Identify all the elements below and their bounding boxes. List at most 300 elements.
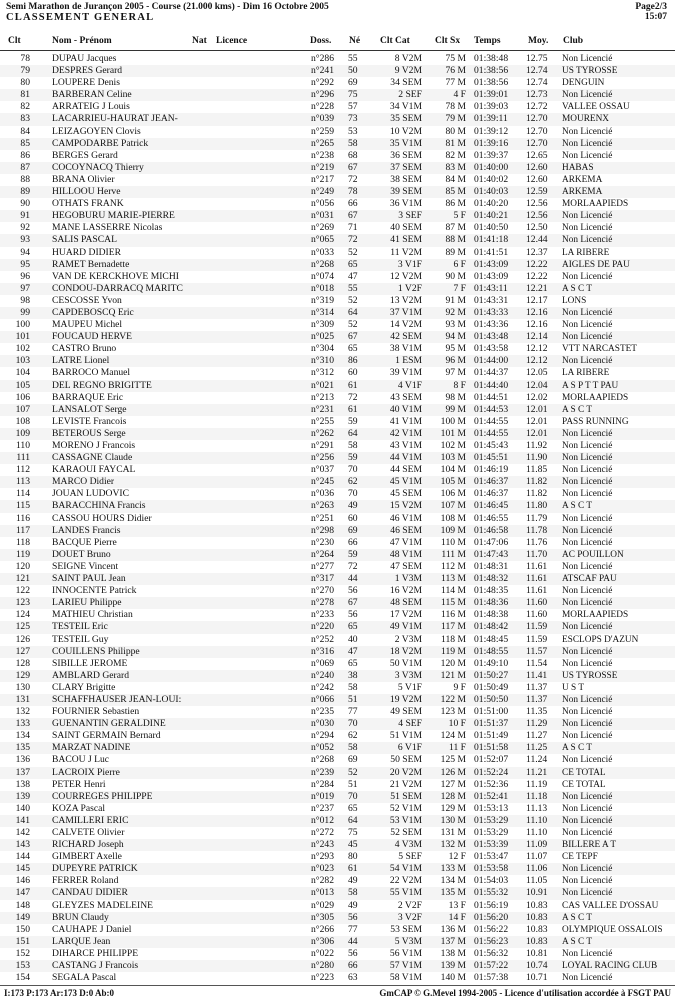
gender-rank: 117 M (441, 621, 466, 633)
category-rank: 5 V3M (394, 935, 422, 947)
table-row (0, 948, 675, 960)
birth-year: 80 (348, 851, 358, 863)
average-speed: 10.83 (526, 935, 548, 947)
runner-name: CALVETE Olivier (52, 827, 125, 838)
birth-year: 71 (348, 222, 358, 234)
bib-number: n°023 (310, 863, 334, 875)
table-row (0, 900, 675, 912)
category-rank: 48 SEM (390, 597, 422, 609)
average-speed: 11.90 (526, 452, 548, 464)
finish-time: 01:48:32 (474, 573, 509, 585)
finish-time: 01:48:55 (474, 645, 509, 657)
runner-name: PETER Henri (52, 778, 106, 790)
finish-time: 01:50:27 (474, 669, 509, 681)
average-speed: 12.73 (526, 89, 548, 101)
category-rank: 12 V2M (389, 270, 422, 282)
category-rank: 36 V1M (389, 198, 422, 210)
category-rank: 43 SEM (390, 391, 422, 403)
average-speed: 11.57 (526, 645, 548, 657)
table-row (0, 476, 675, 488)
table-row (0, 851, 675, 863)
birth-year: 65 (348, 657, 358, 669)
club-name: Non Licencié (562, 948, 613, 959)
club-name: DENGUIN (562, 78, 605, 89)
finish-time: 01:41:51 (474, 246, 509, 258)
runner-name: SAINT PAUL Jean (52, 573, 126, 585)
bib-number: n°065 (310, 234, 334, 246)
table-row (0, 561, 675, 573)
category-rank: 35 V1M (389, 137, 422, 149)
bib-number: n°309 (310, 319, 334, 331)
rank: 115 (15, 500, 30, 512)
gender-rank: 4 F (453, 89, 466, 101)
average-speed: 12.22 (526, 258, 548, 270)
table-row (0, 464, 675, 476)
bib-number: n°280 (310, 960, 334, 972)
category-rank: 5 V1F (397, 681, 422, 693)
table-row (0, 573, 675, 585)
gender-rank: 139 M (440, 960, 466, 972)
rank: 106 (15, 391, 30, 403)
bib-number: n°233 (310, 609, 334, 621)
birth-year: 70 (348, 488, 358, 500)
runner-name: BETEROUS Serge (52, 427, 126, 439)
birth-year: 67 (348, 597, 358, 609)
rank: 84 (20, 125, 30, 137)
gender-rank: 8 F (453, 379, 466, 391)
col-moy: Moy. (528, 36, 549, 46)
category-rank: 38 V1M (389, 343, 422, 355)
bib-number: n°270 (310, 585, 334, 597)
category-rank: 37 V1M (389, 306, 422, 318)
club-name: Non Licencié (562, 513, 613, 524)
birth-year: 58 (348, 681, 358, 693)
finish-time: 01:44:00 (474, 355, 509, 367)
rank: 78 (20, 53, 30, 64)
club-name: LONS (562, 295, 587, 306)
category-rank: 49 V1M (389, 621, 422, 633)
average-speed: 11.61 (526, 573, 548, 585)
club-name: MORLAAPIEDS (562, 199, 629, 210)
runner-name: INNOCENTE Patrick (52, 585, 137, 597)
bib-number: n°319 (310, 294, 334, 306)
table-row (0, 887, 675, 899)
club-name: Non Licencié (562, 731, 613, 742)
rank: 101 (15, 331, 30, 343)
gender-rank: 136 M (440, 923, 466, 935)
rank: 122 (15, 585, 30, 597)
birth-year: 60 (348, 367, 358, 379)
gender-rank: 88 M (445, 234, 466, 246)
category-rank: 55 V1M (389, 887, 422, 899)
birth-year: 62 (348, 476, 358, 488)
table-row (0, 416, 675, 428)
bib-number: n°033 (310, 246, 334, 258)
bib-number: n°314 (310, 306, 334, 318)
rank: 145 (15, 863, 30, 875)
birth-year: 51 (348, 693, 358, 705)
birth-year: 38 (348, 669, 358, 681)
finish-time: 01:39:12 (474, 125, 509, 137)
bib-number: n°269 (310, 222, 334, 234)
average-speed: 11.07 (526, 851, 548, 863)
table-row (0, 972, 675, 984)
average-speed: 11.61 (526, 560, 548, 572)
col-clt-sx: Clt Sx (435, 36, 461, 46)
finish-time: 01:39:11 (474, 113, 508, 125)
event-title: Semi Marathon de Jurançon 2005 - Course (21.000 kms) - Dim 16 Octobre 2005 (6, 2, 329, 12)
col-ne: Né (349, 36, 361, 46)
finish-time: 01:43:31 (474, 294, 509, 306)
average-speed: 11.06 (526, 863, 548, 875)
finish-time: 01:40:20 (474, 198, 509, 210)
table-row (0, 936, 675, 948)
runner-name: LOUPERE Denis (52, 77, 120, 89)
club-name: Non Licencié (562, 755, 613, 766)
gender-rank: 96 M (445, 355, 466, 367)
table-row (0, 440, 675, 452)
table-row (0, 609, 675, 621)
col-clt-cat: Clt Cat (380, 36, 410, 46)
rank: 92 (20, 222, 30, 234)
gender-rank: 109 M (440, 524, 466, 536)
runner-name: SIBILLE JEROME (52, 657, 128, 669)
rank: 103 (15, 355, 30, 367)
club-name: MORLAAPIEDS (562, 610, 629, 621)
category-rank: 34 SEM (390, 77, 422, 89)
category-rank: 18 V2M (389, 645, 422, 657)
bib-number: n°237 (310, 802, 334, 814)
table-row (0, 537, 675, 549)
gender-rank: 105 M (440, 476, 466, 488)
birth-year: 72 (348, 391, 358, 403)
table-row (0, 174, 675, 186)
average-speed: 11.59 (526, 621, 548, 633)
runner-name: AMBLARD Gerard (52, 669, 130, 681)
finish-time: 01:40:21 (474, 210, 509, 222)
finish-time: 01:51:37 (474, 718, 509, 730)
rank: 137 (15, 766, 30, 778)
footer-stats: I:173 P:173 Ar:173 D:0 Ab:0 (4, 988, 114, 998)
bib-number: n°262 (310, 427, 334, 439)
runner-name: DIHARCE PHILIPPE (52, 947, 139, 959)
birth-year: 72 (348, 173, 358, 185)
table-row (0, 150, 675, 162)
finish-time: 01:53:29 (474, 814, 509, 826)
table-row (0, 718, 675, 730)
rank: 81 (20, 89, 30, 101)
club-name: Non Licencié (562, 489, 613, 500)
rank: 95 (20, 258, 30, 270)
gender-rank: 84 M (445, 173, 466, 185)
bib-number: n°242 (310, 681, 334, 693)
runner-name: DUPAU Jacques (52, 53, 117, 64)
club-name: Non Licencié (562, 973, 613, 984)
finish-time: 01:44:51 (474, 391, 509, 403)
finish-time: 01:56:22 (474, 923, 509, 935)
club-name: Non Licencié (562, 561, 613, 572)
average-speed: 11.70 (526, 548, 548, 560)
gender-rank: 102 M (440, 440, 466, 451)
table-row (0, 186, 675, 198)
runner-name: BARBERAN Celine (52, 89, 132, 101)
category-rank: 1 V3M (394, 573, 422, 585)
birth-year: 69 (348, 524, 358, 536)
table-row (0, 634, 675, 646)
average-speed: 11.82 (526, 488, 548, 500)
bib-number: n°039 (310, 113, 334, 125)
category-rank: 20 V2M (389, 766, 422, 778)
rank: 134 (15, 730, 30, 742)
birth-year: 58 (348, 887, 358, 899)
gender-rank: 95 M (445, 343, 466, 355)
bib-number: n°030 (310, 718, 334, 730)
runner-name: LATRE Lionel (52, 355, 110, 367)
bib-number: n°021 (310, 379, 334, 391)
average-speed: 11.09 (526, 839, 548, 851)
table-row (0, 863, 675, 875)
club-name: ESCLOPS D'AZUN (562, 634, 639, 645)
finish-time: 01:43:33 (474, 306, 509, 318)
club-name: Non Licencié (562, 453, 613, 464)
document-footer (0, 985, 675, 1000)
average-speed: 12.04 (526, 379, 548, 391)
bib-number: n°282 (310, 875, 334, 887)
average-speed: 11.79 (526, 512, 548, 524)
birth-year: 56 (348, 585, 358, 597)
bib-number: n°265 (310, 137, 334, 149)
table-row (0, 452, 675, 464)
runner-name: COUILLENS Philippe (52, 645, 140, 657)
birth-year: 72 (348, 234, 358, 246)
gender-rank: 87 M (445, 222, 466, 234)
average-speed: 11.76 (526, 536, 548, 548)
category-rank: 1 V2F (397, 282, 422, 294)
rank: 89 (20, 186, 30, 198)
rank: 112 (15, 464, 30, 476)
rank: 94 (20, 246, 30, 258)
gender-rank: 137 M (440, 935, 466, 947)
average-speed: 11.05 (526, 875, 548, 887)
club-name: CE TOTAL (562, 779, 606, 790)
average-speed: 11.59 (526, 633, 548, 645)
category-rank: 34 V1M (389, 101, 422, 113)
bib-number: n°240 (310, 669, 334, 681)
finish-time: 01:56:19 (474, 899, 509, 911)
gender-rank: 108 M (440, 512, 466, 524)
rank: 104 (15, 367, 30, 379)
finish-time: 01:53:13 (474, 802, 509, 814)
table-row (0, 77, 675, 89)
finish-time: 01:40:02 (474, 173, 509, 185)
category-rank: 4 SEF (398, 718, 422, 730)
runner-name: LANSALOT Serge (52, 403, 127, 415)
category-rank: 51 V1M (389, 730, 422, 742)
print-time: 15:07 (644, 12, 667, 22)
category-rank: 53 V1M (389, 814, 422, 826)
runner-name: GIMBERT Axelle (52, 851, 122, 863)
gender-rank: 11 F (449, 742, 466, 754)
table-row (0, 803, 675, 815)
birth-year: 61 (348, 403, 358, 415)
bib-number: n°239 (310, 766, 334, 778)
birth-year: 70 (348, 790, 358, 802)
club-name: Non Licencié (562, 235, 613, 246)
table-row (0, 597, 675, 609)
category-rank: 9 V2M (394, 65, 422, 77)
rank: 113 (15, 476, 30, 488)
birth-year: 78 (348, 186, 358, 198)
bib-number: n°305 (310, 911, 334, 923)
birth-year: 52 (348, 319, 358, 331)
birth-year: 77 (348, 923, 358, 935)
table-row (0, 319, 675, 331)
category-rank: 51 SEM (390, 790, 422, 802)
category-rank: 8 V2M (394, 53, 422, 64)
table-row (0, 283, 675, 295)
runner-name: BARACCHINA Francis (52, 500, 146, 512)
gender-rank: 12 F (448, 851, 466, 863)
club-name: Non Licencié (562, 828, 613, 838)
average-speed: 11.37 (526, 681, 548, 693)
club-name: Non Licencié (562, 791, 613, 802)
footer-credit: GmCAP © G.Mevel 1994-2005 - Licence d'utilisation accordée à FSGT PAU (379, 988, 671, 998)
finish-time: 01:40:00 (474, 161, 509, 173)
average-speed: 11.27 (526, 730, 548, 742)
rank: 139 (15, 790, 30, 802)
finish-time: 01:40:50 (474, 222, 509, 234)
club-name: Non Licencié (562, 864, 613, 875)
birth-year: 62 (348, 730, 358, 742)
category-rank: 47 V1M (389, 536, 422, 548)
finish-time: 01:53:58 (474, 863, 509, 875)
average-speed: 11.78 (526, 524, 548, 536)
category-rank: 52 SEM (390, 827, 422, 838)
rank: 144 (15, 851, 30, 863)
club-name: Non Licencié (562, 150, 613, 161)
gender-rank: 92 M (445, 306, 466, 318)
club-name: LOYAL RACING CLUB (562, 961, 658, 972)
rank: 86 (20, 149, 30, 161)
club-name: ARKEMA (562, 187, 603, 198)
runner-name: MARCO Didier (52, 476, 115, 488)
finish-time: 01:41:18 (474, 234, 509, 246)
gender-rank: 85 M (445, 186, 466, 198)
club-name: Non Licencié (562, 307, 613, 318)
table-row (0, 839, 675, 851)
rank: 105 (15, 379, 30, 391)
bib-number: n°025 (310, 331, 334, 343)
runner-name: BRUN Claudy (52, 911, 109, 923)
finish-time: 01:52:24 (474, 766, 509, 778)
bib-number: n°019 (310, 790, 334, 802)
bib-number: n°316 (310, 645, 334, 657)
bib-number: n°219 (310, 161, 334, 173)
rank: 151 (15, 935, 30, 947)
rank: 88 (20, 173, 30, 185)
table-row (0, 754, 675, 766)
club-name: US TYROSSE (562, 670, 618, 681)
average-speed: 11.54 (526, 657, 548, 669)
runner-name: OTHATS FRANK (52, 198, 124, 210)
average-speed: 10.83 (526, 911, 548, 923)
club-name: Non Licencié (562, 888, 613, 899)
finish-time: 01:54:03 (474, 875, 509, 887)
category-rank: 54 V1M (389, 863, 422, 875)
rank: 79 (20, 65, 30, 77)
document-header (6, 2, 669, 24)
birth-year: 66 (348, 960, 358, 972)
table-row (0, 742, 675, 754)
average-speed: 11.21 (526, 766, 548, 778)
gender-rank: 86 M (445, 198, 466, 210)
gender-rank: 120 M (440, 657, 466, 669)
category-rank: 49 SEM (390, 706, 422, 718)
bib-number: n°310 (310, 355, 334, 367)
table-row (0, 428, 675, 440)
average-speed: 12.60 (526, 173, 548, 185)
average-speed: 10.83 (526, 899, 548, 911)
col-club: Club (563, 36, 584, 46)
finish-time: 01:57:38 (474, 972, 509, 984)
runner-name: LARQUE Jean (52, 935, 111, 947)
finish-time: 01:48:45 (474, 633, 509, 645)
runner-name: LEIZAGOYEN Clovis (52, 125, 141, 137)
gender-rank: 93 M (445, 319, 466, 331)
birth-year: 49 (348, 500, 358, 512)
runner-name: COURREGES PHILIPPE (52, 790, 153, 802)
runner-name: LEVISTE Francois (52, 415, 127, 427)
finish-time: 01:46:55 (474, 512, 509, 524)
gender-rank: 129 M (440, 802, 466, 814)
gender-rank: 89 M (445, 246, 466, 258)
rank: 109 (15, 427, 30, 439)
runner-name: CONDOU-DARRACQ MARITC (52, 282, 183, 294)
club-name: Non Licencié (562, 428, 613, 439)
average-speed: 12.21 (526, 282, 548, 294)
birth-year: 52 (348, 766, 358, 778)
category-rank: 4 V1F (397, 379, 422, 391)
club-name: Non Licencié (562, 465, 613, 476)
rank: 150 (15, 923, 30, 935)
gender-rank: 90 M (445, 270, 466, 282)
finish-time: 01:43:58 (474, 343, 509, 355)
table-row (0, 488, 675, 500)
category-rank: 1 ESM (395, 355, 422, 367)
club-name: LA RIBERE (562, 247, 610, 258)
average-speed: 11.29 (526, 718, 548, 730)
club-name: A S C T (562, 283, 593, 294)
rank: 91 (20, 210, 30, 222)
rank: 107 (15, 403, 30, 415)
average-speed: 11.85 (526, 464, 548, 476)
table-row (0, 960, 675, 972)
birth-year: 61 (348, 379, 358, 391)
runner-name: SAINT GERMAIN Bernard (52, 730, 161, 742)
bib-number: n°256 (310, 452, 334, 464)
gender-rank: 140 M (440, 972, 466, 984)
gender-rank: 119 M (441, 645, 466, 657)
club-name: PASS RUNNING (562, 416, 629, 427)
average-speed: 12.56 (526, 198, 548, 210)
bib-number: n°251 (310, 512, 334, 524)
average-speed: 11.80 (526, 500, 548, 512)
rank: 85 (20, 137, 30, 149)
bib-number: n°286 (310, 53, 334, 64)
rank: 147 (15, 887, 30, 899)
birth-year: 58 (348, 742, 358, 754)
table-row (0, 162, 675, 174)
